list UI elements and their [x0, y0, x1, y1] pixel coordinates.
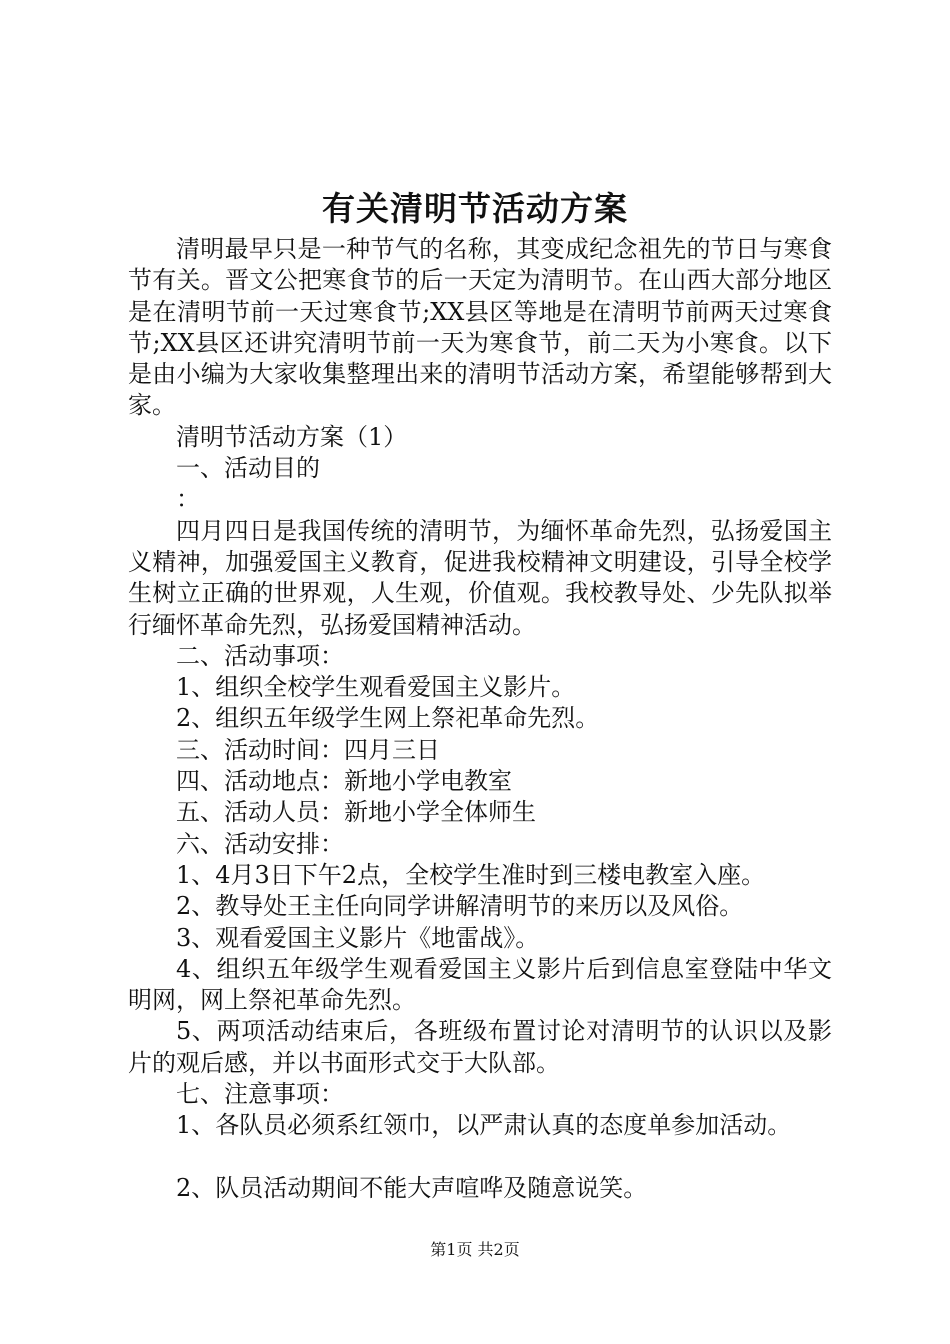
section-location: 四、活动地点：新地小学电教室: [176, 767, 512, 796]
section-items-item-1: 1、组织全校学生观看爱国主义影片。: [176, 673, 576, 702]
schedule-item-4: 4、组织五年级学生观看爱国主义影片后到信息室登陆中华文明网，网上祭祀革命先烈。: [128, 954, 832, 1015]
section-participants: 五、活动人员：新地小学全体师生: [176, 798, 536, 827]
section-purpose-colon: ：: [176, 485, 200, 514]
section-items-item-2: 2、组织五年级学生网上祭祀革命先烈。: [176, 704, 600, 733]
plan-title: 清明节活动方案（1）: [176, 422, 408, 451]
page-footer: 第1页 共2页: [430, 1240, 520, 1259]
section-items-heading: 二、活动事项：: [176, 641, 344, 670]
blank-line: [128, 1142, 832, 1173]
document-body: [128, 234, 832, 1204]
section-purpose-text: 四月四日是我国传统的清明节，为缅怀革命先烈，弘扬爱国主义精神，加强爱国主义教育，促进我校精神文明建设，引导全校学生树立正确的世界观，人生观，价值观。我校教导处、少先队拟举行缅怀革命先烈，弘扬爱国精神活动。: [128, 516, 832, 639]
schedule-item-3: 3、观看爱国主义影片《地雷战》。: [176, 923, 540, 952]
notes-item-2: 2、队员活动期间不能大声喧哗及随意说笑。: [176, 1173, 648, 1202]
document-title: 有关清明节活动方案: [322, 189, 628, 228]
notes-item-1: 1、各队员必须系红领巾，以严肃认真的态度单参加活动。: [176, 1111, 792, 1140]
schedule-item-5: 5、两项活动结束后，各班级布置讨论对清明节的认识以及影片的观后感，并以书面形式交于大队部。: [128, 1017, 832, 1077]
schedule-item-1: 1、4月3日下午2点，全校学生准时到三楼电教室入座。: [176, 860, 766, 889]
section-schedule-heading: 六、活动安排：: [176, 829, 344, 858]
section-notes-heading: 七、注意事项：: [176, 1080, 344, 1109]
schedule-item-2: 2、教导处王主任向同学讲解清明节的来历以及风俗。: [176, 892, 744, 921]
intro-paragraph: 清明最早只是一种节气的名称，其变成纪念祖先的节日与寒食节有关。晋文公把寒食节的后一天定为清明节。在山西大部分地区是在清明节前一天过寒食节;XX县区等地是在清明节前两天过寒食节;XX县区还讲究清明节前一天为寒食节，前二天为小寒食。以下是由小编为大家收集整理出来的清明节活动方案，希望能够帮到大家。: [128, 235, 832, 420]
section-time: 三、活动时间：四月三日: [176, 735, 440, 764]
section-purpose-heading: 一、活动目的: [176, 454, 320, 483]
